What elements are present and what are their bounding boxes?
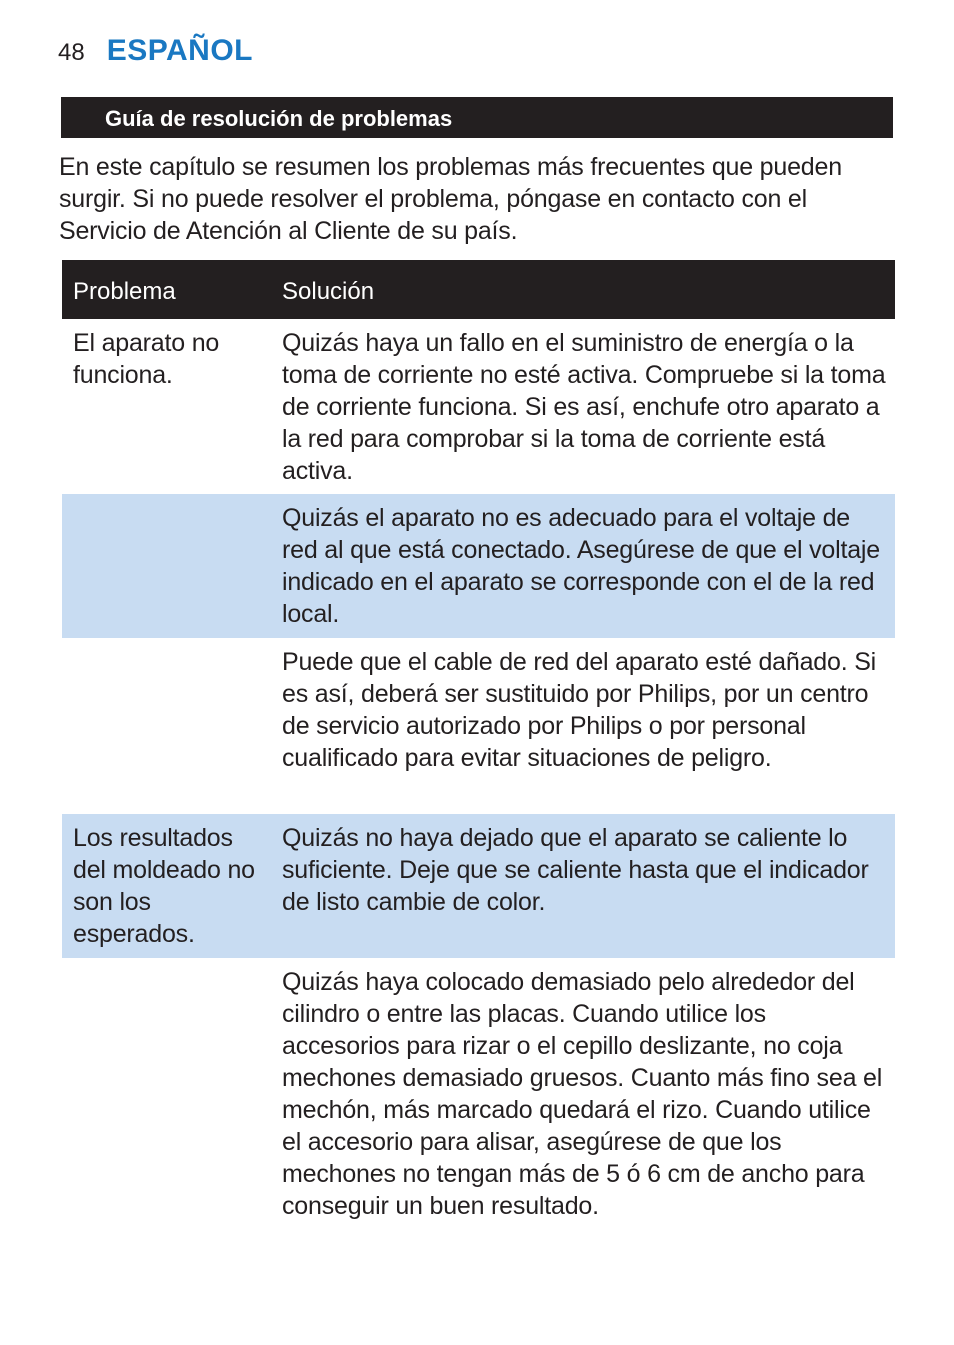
section-title: Guía de resolución de problemas (61, 97, 893, 138)
page-number: 48 (58, 39, 85, 66)
table-row (62, 958, 895, 1230)
table-header-row (62, 260, 895, 319)
solution-cell: Quizás haya colocado demasiado pelo alrededor del cilindro o entre las placas. Cuando utilice los accesorios para rizar o el cepillo deslizante, no coja mechones demasiado gruesos. Cuanto más fino sea el mechón, más marcado quedará el rizo. Cuando utilice el accesorio para alisar, asegúrese de que los mechones no tengan más de 5 ó 6 cm de ancho para conseguir un buen resultado. (282, 968, 883, 1220)
table-row (62, 494, 895, 638)
header-solution: Solución (282, 278, 375, 305)
table-row (62, 638, 895, 814)
solution-cell: Quizás haya un fallo en el suministro de energía o la toma de corriente no esté activa. Compruebe si la toma de corriente funciona. Si es así, enchufe otro aparato a la red para comprobar si la toma de corriente está activa. (282, 329, 886, 485)
troubleshooting-table (62, 260, 895, 1230)
page-header (58, 34, 253, 74)
solution-cell: Quizás no haya dejado que el aparato se caliente lo suficiente. Deje que se caliente hasta que el indicador de listo cambie de color. (282, 824, 869, 916)
header-problem: Problema (73, 278, 176, 305)
problem-cell: El aparato no funciona. (73, 329, 220, 389)
solution-cell: Puede que el cable de red del aparato esté dañado. Si es así, deberá ser sustituido por Philips, por un centro de servicio autorizado por Philips o por personal cualificado para evitar situaciones de peligro. (282, 648, 877, 772)
language-heading: ESPAÑOL (106, 34, 253, 67)
intro-paragraph: En este capítulo se resumen los problemas más frecuentes que pueden surgir. Si no puede resolver el problema, póngase en contacto con el Servicio de Atención al Cliente de su país. (59, 153, 842, 245)
table-row (62, 814, 895, 958)
solution-cell: Quizás el aparato no es adecuado para el voltaje de red al que está conectado. Asegúrese de que el voltaje indicado en el aparato se corresponde con el de la red local. (282, 504, 880, 628)
problem-cell: Los resultados del moldeado no son los esperados. (73, 824, 255, 948)
table-row (62, 319, 895, 494)
